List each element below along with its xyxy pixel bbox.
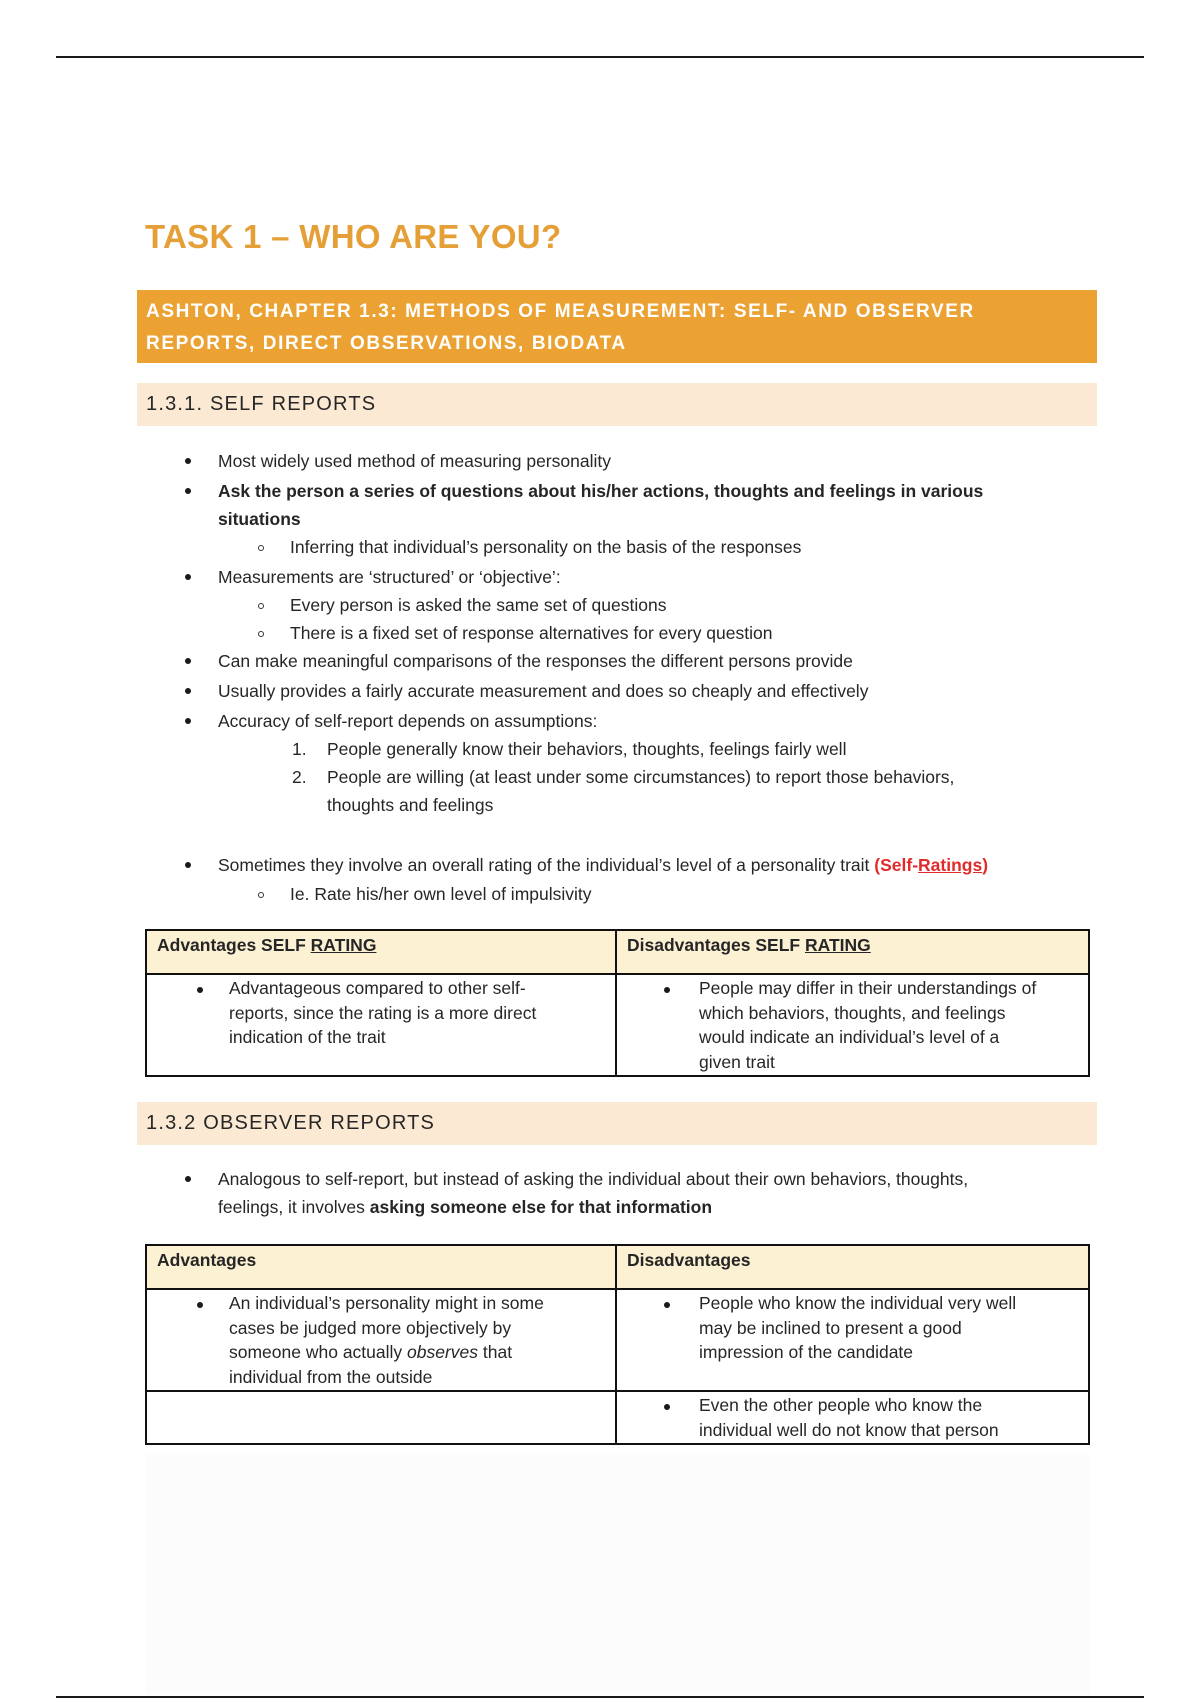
bullet-icon: [664, 987, 670, 993]
chapter-line-1: ASHTON, CHAPTER 1.3: METHODS OF MEASUREMENT: SELF- AND OBSERVER: [146, 301, 975, 322]
sub-list-item: Ie. Rate his/her own level of impulsivity: [290, 884, 592, 904]
numbered-item-continuation: thoughts and feelings: [327, 795, 494, 815]
list-item-text: Sometimes they involve an overall rating of the individual’s level of a personality trait: [218, 855, 875, 875]
table-header-disadvantages: [616, 930, 1089, 974]
table-cell-advantage: [146, 1289, 616, 1391]
header-rule: [56, 56, 1144, 58]
bullet-icon: [185, 1176, 191, 1182]
list-item-continuation: situations: [218, 509, 301, 529]
bullet-icon: [185, 458, 191, 464]
cell-line: individual well do not know that person: [699, 1419, 999, 1440]
header-text: Disadvantages SELF: [627, 935, 805, 955]
list-item: Usually provides a fairly accurate measurement and does so cheaply and effectively: [218, 681, 869, 701]
list-item-text: feelings, it involves: [218, 1197, 370, 1217]
sub-bullet-icon: [258, 603, 264, 609]
sub-list-item: There is a fixed set of response alternatives for every question: [290, 623, 773, 643]
self-rating-table: [145, 929, 1090, 1077]
list-number: 1.: [292, 739, 307, 759]
bullet-icon: [185, 488, 191, 494]
bullet-icon: [185, 658, 191, 664]
bullet-icon: [185, 718, 191, 724]
section-heading-self-reports: 1.3.1. SELF REPORTS: [137, 383, 1097, 426]
sub-bullet-icon: [258, 892, 264, 898]
bullet-icon: [197, 987, 203, 993]
bullet-icon: [185, 574, 191, 580]
list-item: Analogous to self-report, but instead of asking the individual about their own behaviors, thoughts,: [218, 1169, 969, 1189]
cell-line: cases be judged more objectively by: [229, 1317, 512, 1338]
cell-line: reports, since the rating is a more direct: [229, 1002, 537, 1023]
cell-text: someone who actually: [229, 1342, 408, 1362]
bullet-icon: [664, 1404, 670, 1410]
cell-line: [229, 1340, 512, 1365]
cell-line: impression of the candidate: [699, 1342, 914, 1362]
cell-italic: observes: [407, 1342, 479, 1362]
cell-line: would indicate an individual’s level of a: [699, 1027, 1000, 1047]
footer-rule: [56, 1696, 1144, 1698]
cell-text: that: [478, 1342, 513, 1362]
chapter-banner: [137, 290, 1097, 363]
table-cell-disadvantage: [616, 974, 1089, 1076]
list-item: Measurements are ‘structured’ or ‘objective’:: [218, 567, 561, 587]
observer-reports-table: [145, 1244, 1090, 1445]
table-header-advantages: Advantages: [146, 1245, 616, 1289]
cell-line: which behaviors, thoughts, and feelings: [699, 1002, 1006, 1023]
numbered-item: People generally know their behaviors, thoughts, feelings fairly well: [327, 739, 847, 759]
list-item: Can make meaningful comparisons of the responses the different persons provide: [218, 651, 853, 671]
list-item: Ask the person a series of questions about his/her actions, thoughts and feelings in various: [218, 481, 984, 501]
cell-line: Even the other people who know the: [699, 1395, 983, 1415]
table-cell-advantage: [146, 974, 616, 1076]
numbered-item: People are willing (at least under some circumstances) to report those behaviors,: [327, 767, 955, 787]
list-item: [218, 854, 988, 876]
header-underlined: RATING: [310, 935, 377, 955]
bullet-icon: [664, 1302, 670, 1308]
table-cell-disadvantage: [616, 1391, 1089, 1444]
header-text: Advantages SELF: [157, 935, 311, 955]
sub-bullet-icon: [258, 631, 264, 637]
bullet-icon: [185, 862, 191, 868]
bullet-icon: [197, 1302, 203, 1308]
cell-line: People who know the individual very well: [699, 1293, 1017, 1313]
cell-line: individual from the outside: [229, 1366, 433, 1387]
page-fade-area: [145, 1455, 1090, 1695]
page-title: TASK 1 – WHO ARE YOU?: [145, 218, 562, 255]
list-number: 2.: [292, 767, 307, 787]
bullet-icon: [185, 688, 191, 694]
sub-bullet-icon: [258, 545, 264, 551]
table-cell-empty: [146, 1391, 616, 1444]
cell-line: An individual’s personality might in some: [229, 1293, 544, 1313]
header-underlined: RATING: [804, 935, 871, 955]
self-ratings-label: [874, 855, 988, 875]
self-ratings-close: ): [982, 855, 989, 875]
cell-line: People may differ in their understandings of: [699, 978, 1037, 998]
table-cell-disadvantage: [616, 1289, 1089, 1391]
chapter-line-2: REPORTS, DIRECT OBSERVATIONS, BIODATA: [146, 333, 627, 354]
table-header-disadvantages: Disadvantages: [616, 1245, 1089, 1289]
sub-list-item: Inferring that individual’s personality on the basis of the responses: [290, 537, 802, 557]
sub-list-item: Every person is asked the same set of questions: [290, 595, 667, 615]
table-header-advantages: [146, 930, 616, 974]
list-item: Most widely used method of measuring personality: [218, 451, 611, 471]
section-heading-observer-reports: 1.3.2 OBSERVER REPORTS: [137, 1102, 1097, 1145]
list-item: Accuracy of self-report depends on assumptions:: [218, 711, 598, 731]
cell-line: may be inclined to present a good: [699, 1317, 962, 1338]
cell-line: given trait: [699, 1051, 775, 1072]
cell-line: indication of the trait: [229, 1027, 386, 1047]
list-item-bold: asking someone else for that information: [369, 1197, 713, 1217]
self-ratings-open: (Self-: [874, 855, 919, 875]
self-ratings-underlined: Ratings: [918, 855, 983, 875]
cell-line: Advantageous compared to other self-: [229, 978, 526, 998]
list-item-continuation: [218, 1196, 712, 1218]
